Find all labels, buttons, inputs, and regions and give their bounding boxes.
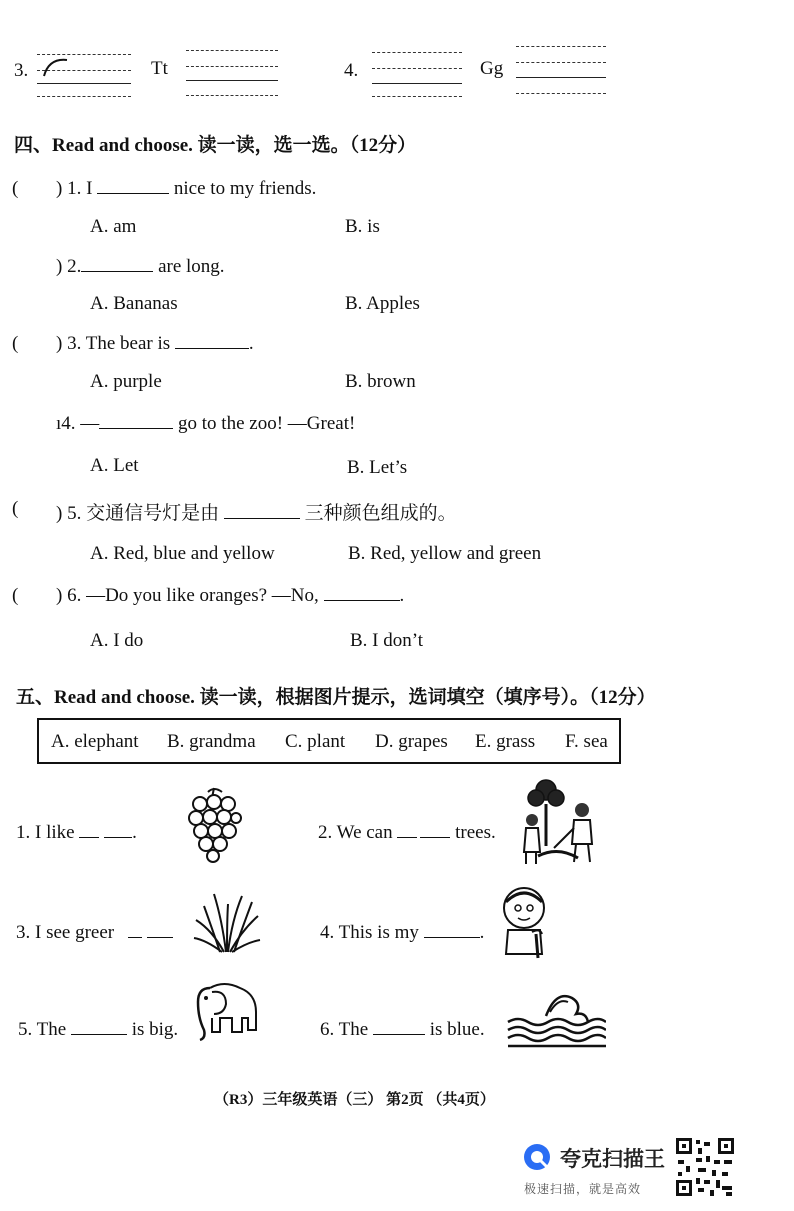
fill-item: 4. This is my .	[320, 922, 485, 943]
answer-blank[interactable]	[79, 836, 99, 838]
elephant-icon	[190, 978, 262, 1046]
word-option[interactable]: F. sea	[565, 731, 608, 752]
option-a[interactable]: A. I do	[90, 630, 144, 651]
answer-blank[interactable]	[224, 517, 300, 519]
fill-item: 6. The is blue.	[320, 1019, 485, 1040]
word-option[interactable]: D. grapes	[375, 731, 448, 752]
grass-icon	[192, 890, 262, 956]
answer-blank[interactable]	[373, 1033, 425, 1035]
option-a[interactable]: A. Red, blue and yellow	[90, 543, 275, 564]
answer-paren-close[interactable]: ) 1. I nice to my friends.	[56, 178, 317, 199]
answer-paren-close[interactable]: ı4. — go to the zoo! —Great!	[56, 413, 356, 434]
option-b[interactable]: B. I don’t	[350, 630, 424, 651]
planting-trees-icon	[518, 776, 600, 868]
answer-blank[interactable]	[71, 1033, 127, 1035]
answer-paren-close[interactable]: ) 2. are long.	[56, 256, 225, 277]
grandma-icon	[496, 884, 556, 960]
option-b[interactable]: B. Red, yellow and green	[348, 543, 542, 564]
option-b[interactable]: B. Apples	[345, 293, 420, 314]
qr-code-icon	[674, 1136, 736, 1198]
item-4-letter: Gg	[480, 58, 504, 79]
word-option[interactable]: A. elephant	[51, 731, 139, 752]
answer-blank[interactable]	[104, 836, 132, 838]
writing-grid-3a[interactable]	[37, 50, 131, 98]
answer-paren-open: (	[12, 498, 19, 519]
answer-blank[interactable]	[99, 427, 173, 429]
answer-blank[interactable]	[397, 836, 417, 838]
word-option[interactable]: B. grandma	[167, 731, 256, 752]
option-b[interactable]: B. Let’s	[347, 457, 408, 478]
fill-item: 5. The is big.	[18, 1019, 179, 1040]
option-a[interactable]: A. purple	[90, 371, 162, 392]
item-3-letter: Tt	[151, 58, 168, 79]
writing-grid-4b[interactable]	[516, 44, 606, 96]
section-4-title: 四、Read and choose. 读一读，选一选。（12分）	[14, 135, 417, 156]
answer-blank[interactable]	[147, 936, 173, 938]
handwritten-stroke	[41, 54, 71, 80]
writing-grid-3b[interactable]	[186, 48, 278, 98]
grapes-icon	[186, 786, 242, 864]
writing-grid-4a[interactable]	[372, 50, 462, 98]
answer-paren-open: (	[12, 333, 19, 354]
answer-blank[interactable]	[175, 347, 249, 349]
scanner-slogan: 极速扫描，就是高效	[524, 1182, 642, 1196]
sea-icon	[506, 986, 606, 1048]
fill-item: 1. I like .	[16, 822, 137, 843]
scanner-name: 夸克扫描王	[560, 1147, 665, 1171]
word-option[interactable]: C. plant	[285, 731, 346, 752]
answer-blank[interactable]	[420, 836, 450, 838]
answer-blank[interactable]	[424, 936, 480, 938]
quark-logo-icon	[522, 1142, 552, 1172]
section-5-title: 五、Read and choose. 读一读，根据图片提示，选词填空（填序号）。（12分）	[16, 687, 656, 708]
answer-blank[interactable]	[81, 270, 153, 272]
answer-paren-open: (	[12, 585, 19, 606]
fill-item: 2. We can trees.	[318, 822, 496, 843]
answer-paren-close[interactable]: ) 6. —Do you like oranges? —No, .	[56, 585, 405, 606]
item-3-number: 3.	[14, 60, 29, 81]
page-footer: （R3）三年级英语（三） 第2页 （共4页）	[214, 1092, 495, 1108]
answer-blank[interactable]	[324, 599, 400, 601]
answer-paren-close[interactable]: ) 3. The bear is .	[56, 333, 254, 354]
item-4-number: 4.	[344, 60, 359, 81]
option-a[interactable]: A. Let	[90, 455, 139, 476]
option-a[interactable]: A. Bananas	[90, 293, 178, 314]
answer-blank[interactable]	[97, 192, 169, 194]
option-b[interactable]: B. is	[345, 216, 380, 237]
fill-item: 3. I see greer	[16, 922, 173, 944]
option-b[interactable]: B. brown	[345, 371, 416, 392]
word-option[interactable]: E. grass	[475, 731, 536, 752]
word-bank	[37, 718, 621, 764]
option-a[interactable]: A. am	[90, 216, 137, 237]
answer-blank[interactable]	[128, 936, 142, 938]
answer-paren-open: (	[12, 178, 19, 199]
answer-paren-close[interactable]: ) 5. 交通信号灯是由 三种颜色组成的。	[56, 503, 457, 524]
